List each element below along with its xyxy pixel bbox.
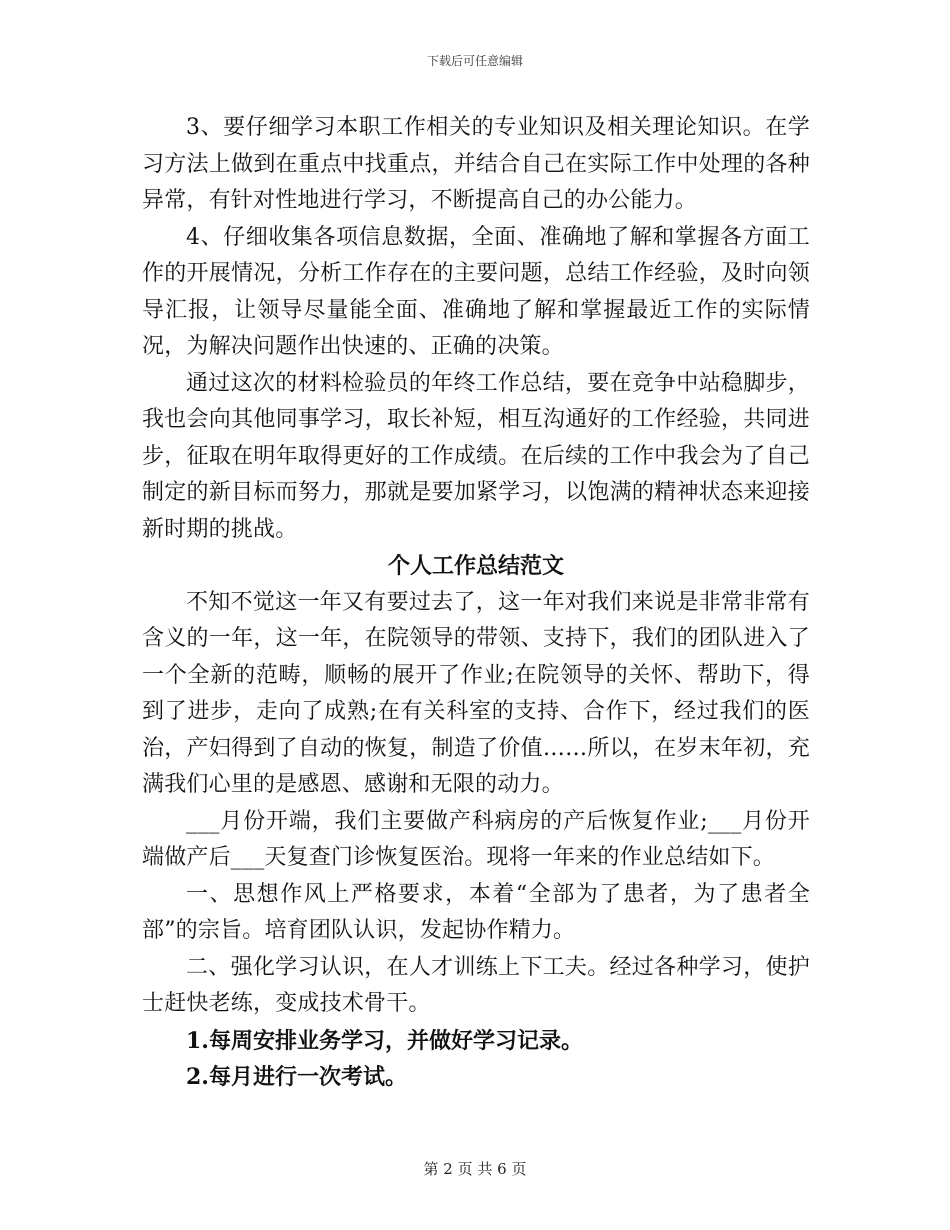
list-item-weekly-study: 1.每周安排业务学习，并做好学习记录。 <box>186 1027 583 1054</box>
paragraph-conclusion: 通过这次的材料检验员的年终工作总结，要在竞争中站稳脚步，我也会向其他同事学习，取长补短，相互沟通好的工作经验，共同进步，征取在明年取得更好的工作成绩。在后续的工作中我会为了自己制定的新目标而努力，那就是要加紧学习，以饱满的精神状态来迎接新时期的挑战。 <box>142 370 810 542</box>
document-body <box>142 110 810 1096</box>
section-heading: 个人工作总结范文 <box>387 553 564 579</box>
paragraph-item-4: 4、仔细收集各项信息数据，全面、准确地了解和掌握各方面工作的开展情况，分析工作存在的主要问题，总结工作经验，及时向领导汇报，让领导尽量能全面、准确地了解和掌握最近工作的实际情况，为解决问题作出快速的、正确的决策。 <box>142 224 810 359</box>
list-item-monthly-exam: 2.每月进行一次考试。 <box>186 1064 407 1090</box>
paragraph-point-2: 二、强化学习认识，在人才训练上下工夫。经过各种学习，使护士赶快老练，变成技术骨干。 <box>142 954 810 1016</box>
paragraph-months: ___月份开端，我们主要做产科病房的产后恢复作业;___月份开端做产后___天复查门诊恢复医治。现将一年来的作业总结如下。 <box>142 808 810 870</box>
paragraph-intro: 不知不觉这一年又有要过去了，这一年对我们来说是非常非常有含义的一年，这一年，在院领导的带领、支持下，我们的团队进入了一个全新的范畴，顺畅的展开了作业;在院领导的关怀、帮助下，得到了进步，走向了成熟;在有关科室的支持、合作下，经过我们的医治，产妇得到了自动的恢复，制造了价值……所以，在岁末年初，充满我们心里的是感恩、感谢和无限的动力。 <box>142 589 810 797</box>
paragraph-item-3: 3、要仔细学习本职工作相关的专业知识及相关理论知识。在学习方法上做到在重点中找重点，并结合自己在实际工作中处理的各种异常，有针对性地进行学习，不断提高自己的办公能力。 <box>142 115 810 213</box>
page-header: 下载后可任意编辑 <box>426 54 523 68</box>
paragraph-point-1: 一、思想作风上严格要求，本着“全部为了患者，为了患者全部”的宗旨。培育团队认识，发起协作精力。 <box>142 881 810 943</box>
page-number-footer: 第 2 页 共 6 页 <box>423 1160 527 1178</box>
